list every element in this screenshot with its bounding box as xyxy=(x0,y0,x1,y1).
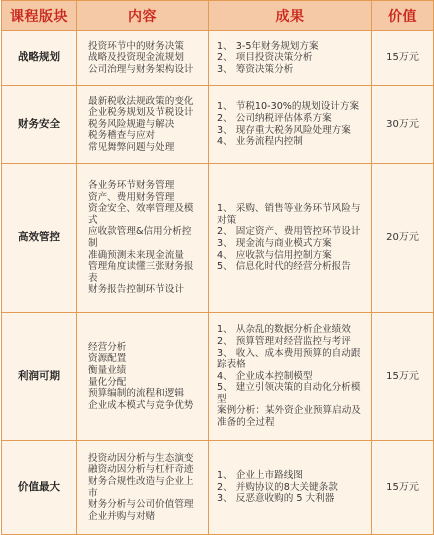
result-line: 2、 公司纳税评估体系方案 xyxy=(217,112,332,124)
content-line: 各业务环节财务管理 xyxy=(88,180,175,192)
result-line: 5、 信息化时代的经营分析报告 xyxy=(217,261,351,273)
results-cell xyxy=(209,441,372,535)
content-line: 企业成本模式与竞争优势 xyxy=(88,399,194,411)
module-cell: 价值最大 xyxy=(2,441,77,535)
content-line: 财务分析与公司价值管理 xyxy=(88,499,194,511)
content-line: 投资动因分析与生态演变 xyxy=(88,452,194,464)
module-cell: 高效管控 xyxy=(2,164,77,313)
header-results: 成果 xyxy=(209,1,372,31)
result-line: 3、 收入、成本费用预算的自动跟踪表格 xyxy=(217,347,361,371)
content-line: 经营分析 xyxy=(88,341,127,353)
result-line: 2、 项目投资决策分析 xyxy=(217,52,313,64)
content-line: 衡量业绩 xyxy=(88,364,127,376)
value-cell: 30万元 xyxy=(372,86,434,164)
content-line: 公司治理与财务架构设计 xyxy=(88,63,194,75)
result-line: 1、 企业上市路线图 xyxy=(217,470,303,482)
content-cell xyxy=(77,441,209,535)
content-line: 式 xyxy=(88,214,98,226)
result-line: 4、 企业成本控制模型 xyxy=(217,370,313,382)
content-line: 税务稽查与应对 xyxy=(88,130,156,142)
header-module: 课程版块 xyxy=(2,1,77,31)
result-line: 1、 3-5年财务规划方案 xyxy=(217,40,319,52)
content-line: 战略及投资现金流规划 xyxy=(88,52,184,64)
module-cell: 财务安全 xyxy=(2,86,77,164)
result-line: 案例分析：某外资企业预算启动及准备的全过程 xyxy=(217,405,361,429)
results-cell xyxy=(209,164,372,313)
content-line: 资源配置 xyxy=(88,353,127,365)
header-content: 内容 xyxy=(77,1,209,31)
content-cell xyxy=(77,164,209,313)
result-line: 3、 反恶意收购的 5 大利器 xyxy=(217,493,335,505)
table-row xyxy=(2,313,434,441)
content-cell xyxy=(77,313,209,441)
results-cell xyxy=(209,313,372,441)
value-cell: 20万元 xyxy=(372,164,434,313)
result-line: 3、 现存重大税务风险处理方案 xyxy=(217,124,351,136)
content-line: 常见舞弊问题与处理 xyxy=(88,141,175,153)
result-line: 2、 预算管理对经营监控与考评 xyxy=(217,335,351,347)
value-cell: 15万元 xyxy=(372,313,434,441)
content-line: 管理角度读懂三张财务报 xyxy=(88,261,194,273)
header-value: 价值 xyxy=(372,1,434,31)
content-line: 应收款管理&信用分析控 xyxy=(88,226,192,238)
header-row xyxy=(2,1,434,31)
result-line: 5、 建立引领决策的自动化分析模型 xyxy=(217,382,361,405)
value-cell: 15万元 xyxy=(372,31,434,86)
result-line: 3、 现金流与商业模式方案 xyxy=(217,238,332,249)
content-line: 财务报告控制环节设计 xyxy=(88,284,184,296)
content-line: 企业税务规划及节税设计 xyxy=(88,107,194,119)
result-line: 3、 筹资决策分析 xyxy=(217,63,294,75)
result-line: 1、 采购、销售等业务环节风险与对策 xyxy=(217,203,361,226)
result-line: 4、 应收款与信用控制方案 xyxy=(217,249,332,261)
course-table-wrapper xyxy=(1,0,433,535)
table-row xyxy=(2,86,434,164)
content-line: 市 xyxy=(88,487,98,499)
content-line: 税务风险规避与解决 xyxy=(88,118,175,130)
module-cell: 战略规划 xyxy=(2,31,77,86)
content-line: 量化分配 xyxy=(88,376,127,388)
content-line: 最新税收法规政策的变化 xyxy=(88,95,194,107)
table-row xyxy=(2,31,434,86)
content-line: 表 xyxy=(88,272,98,284)
content-line: 预算编制的流程和逻辑 xyxy=(88,388,184,400)
content-cell xyxy=(77,86,209,164)
value-cell: 15万元 xyxy=(372,441,434,535)
content-line: 投资环节中的财务决策 xyxy=(88,40,184,52)
result-line: 1、 从杂乱的数据分析企业绩效 xyxy=(217,324,351,336)
result-line: 2、 并购协议的8大关键条款 xyxy=(217,481,338,493)
content-line: 制 xyxy=(88,238,98,249)
results-cell xyxy=(209,86,372,164)
module-cell: 利润可期 xyxy=(2,313,77,441)
content-cell xyxy=(77,31,209,86)
content-line: 准确预测未来现金流量 xyxy=(88,249,184,261)
content-line: 资产、费用财务管理 xyxy=(88,191,175,203)
result-line: 4、 业务流程内控制 xyxy=(217,136,303,148)
content-line: 财务合规性改造与企业上 xyxy=(88,475,194,487)
course-table xyxy=(1,0,434,535)
content-line: 资金安全、效率管理及模 xyxy=(88,203,194,215)
content-line: 融资动因分析与杠杆奇迹 xyxy=(88,464,194,476)
table-row xyxy=(2,164,434,313)
content-line: 企业并购与对赌 xyxy=(88,510,156,522)
table-row xyxy=(2,441,434,535)
result-line: 1、 节税10-30%的规划设计方案 xyxy=(217,101,360,113)
result-line: 2、 固定资产、费用管控环节设计 xyxy=(217,226,361,238)
results-cell xyxy=(209,31,372,86)
